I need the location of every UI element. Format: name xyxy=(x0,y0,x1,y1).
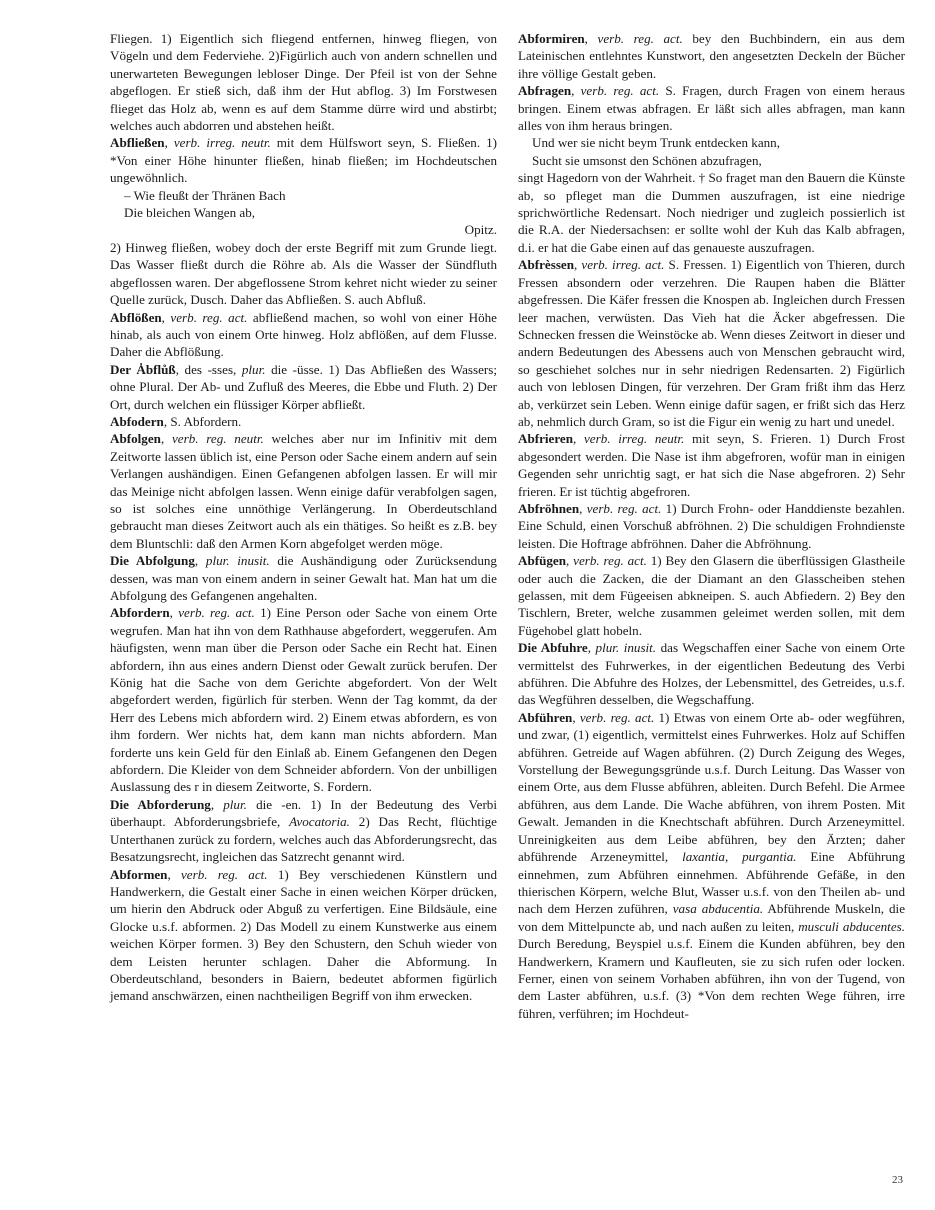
entry-text: das Wegschaffen einer Sache von einem Orte vermittelst des Fuhrwerkes, in der eigentlichen Bedeutung des Verbi abführen. Die Abfuhre des Holzes, der Lebensmittel, des Getreides, u.s.f. das Wegführen desselben, die Wegschaffung. xyxy=(518,640,905,708)
entry-text: abfließend machen, so wohl von einer Höhe hinab, als auch von einem Orte hinweg. Holz abflößen, auf dem Flusse. Daher die Abflößung. xyxy=(110,309,497,360)
entry-text: 1) Bey den Glasern die überflüssigen Glastheile oder auch die Zacken, die der Diamant an den Glasscheiben stehen gelassen, mit dem Fügeeisen abkneipen. S. auch Abfiedern. 2) Bey den Tischlern, Breter, welche zusammen geleimet werden sollen, mit dem Fügehobel glatt hobeln. xyxy=(518,553,906,638)
dictionary-entry: Abformiren, verb. reg. act. bey den Buchbindern, ein aus dem Lateinischen entlehntes Kunstwort, den angesetzten Deckeln der Bücher ihre völlige Gestalt geben. xyxy=(518,31,905,81)
grammar-note: verb. reg. act. xyxy=(579,709,655,725)
dictionary-entry: Abflößen, verb. reg. act. abfließend machen, so wohl von einer Höhe hinab, als auch von einem Orte hinweg. Holz abflößen, auf dem Flusse. Daher die Abflößung. xyxy=(110,309,497,360)
headword: Abführen xyxy=(518,709,573,725)
poem-line: Und wer sie nicht beym Trunk entdecken kann, xyxy=(532,135,781,151)
grammar-note: verb. reg. neutr. xyxy=(171,431,264,447)
grammar-note: plur. xyxy=(223,796,247,812)
poem-line: Sucht sie umsonst den Schönen abzufragen, xyxy=(532,152,762,168)
entry-text: 1) Eine Person oder Sache von einem Orte wegrufen. Man hat ihn von dem Rathhause abgefordert, weggerufen. Am häufigsten, wenn man über die Person oder Sache ein Recht hat. Einen abfordern, ihn aus eines andern Dienst oder Gewalt zurück berufen. Der König hat die Sache von dem Gerichte abgefordert. Von der Welt abgefordert werden, figürlich für sterben. Wenn der Tag kommt, da der Herr des Lebens mich abfordern wird. 2) Einem etwas abfordern, es von ihm fordern. Wer nichts hat, dem kann man nichts abfordern. Man forderte uns kein Geld für den Einlaß ab. Einem Gefangenen den Degen abfordern. Die Kleider von dem Schneider abfordern. Von der unbilligen Auslassung des r in diesem Zeitworte, S. Fordern. xyxy=(110,605,498,795)
dictionary-entry xyxy=(110,413,497,430)
entry-text: S. Fressen. 1) Eigentlich von Thieren, durch Fressen absondern oder verzehren. Die Raupen haben die Blätter abgefressen. Die Käfer fressen die Knospen ab. Ingleichen durch Fressen leer machen, verwüsten. Das Vieh hat die Äcker abgefressen. Die Schnecken fressen die Weinstöcke ab. Wenn dieses Zeitwort in dieser und andern Bedeutungen des Abessens auch von Menschen gebraucht wird, so geschiehet solches nur in sehr niedrigen Redensarten. 2) Figürlich auch von leblosen Dingen, für verzehren. Der Gram frißt ihm das Herz ab, verkürzet sein Leben. Wenn einige dafür sagen, er frißt sich das Herz ab, nehmlich durch Gram, so ist die Figur ein wenig zu hart und unedel. xyxy=(518,257,905,429)
entry-text: Eine Abführung einnehmen, zum Abführen einnehmen. Abführende Gefäße, in den thierischen Körpern, welche Blut, Wasser u.s.f. von den Theilen ab- und nach dem Herzen zuführen, xyxy=(518,849,905,917)
headword: Abflößen xyxy=(110,309,162,325)
headword: Abformiren xyxy=(518,31,585,46)
dictionary-entry: Abfrèssen, verb. irreg. act. S. Fressen. 1) Eigentlich von Thieren, durch Fressen absondern oder verzehren. Die Raupen haben die Blätter abgefressen. Die Käfer fressen die Knospen ab. Ingleichen durch Fressen leer machen, verwüsten. Das Vieh hat die Äcker abgefressen. Die Schnecken fressen die Weinstöcke ab. Wenn dieses Zeitwort in dieser und andern Bedeutungen des Abessens auch von Menschen gebraucht wird, so geschiehet solches nur in sehr niedrigen Redensarten. 2) Figürlich auch von leblosen Dingen, für verzehren. Der Gram frißt ihm das Herz ab, verkürzet sein Leben. Wenn einige dafür sagen, er frißt sich das Herz ab, nehmlich durch Gram, so ist die Figur ein wenig zu hart und unedel. xyxy=(518,257,905,429)
headword: Der Ȧbflůß xyxy=(110,361,176,377)
dictionary-entry: Abfordern, verb. reg. act. 1) Eine Person oder Sache von einem Orte wegrufen. Man hat ihn von dem Rathhause abgefordert, weggerufen. Am häufigsten, wenn man über die Person oder Sache ein Recht hat. Einen abfordern, ihn aus eines andern Dienst oder Gewalt zurück berufen. Der König hat die Sache von dem Gerichte abgefordert. Von der Welt abgefordert werden, figürlich für sterben. Wenn der Tag kommt, da der Herr des Lebens mich abfordern wird. 2) Einem etwas abfordern, es von ihm fordern. Wer nichts hat, dem kann man nichts abfordern. Man forderte uns kein Geld für den Einlaß ab. Einem Gefangenen den Degen abfordern. Die Kleider von dem Schneider abfordern. Von der unbilligen Auslassung des r in diesem Zeitworte, S. Fordern. xyxy=(110,605,498,795)
entry-text: die -en. 1) In der Bedeutung des Verbi überhaupt. Abforderungsbriefe, xyxy=(110,796,497,830)
headword: Abformen xyxy=(110,866,168,882)
dictionary-entry: Abfließen, verb. irreg. neutr. mit dem Hülfswort seyn, S. Fließen. 1) *Von einer Höhe hinunter fließen, hinab fließen; im Hochdeutschen ungewöhnlich. xyxy=(110,135,497,186)
headword: Abfließen xyxy=(110,135,165,151)
grammar-note: plur. inusit. xyxy=(595,640,657,656)
entry-text: Abführende Muskeln, die von dem Mittelpuncte ab, und nach außen zu leiten, xyxy=(518,901,906,934)
headword: Die Abforderung xyxy=(110,796,211,812)
grammar-note: plur. inusit. xyxy=(205,553,270,569)
headword: Abfolgen xyxy=(110,431,161,447)
dictionary-entry xyxy=(110,361,497,413)
grammar-note: verb. reg. act. xyxy=(181,866,268,882)
grammar-note: plur. xyxy=(241,361,266,377)
dictionary-entry: Abfrieren, verb. irreg. neutr. mit seyn, S. Frieren. 1) Durch Frost abgesondert werden. Die Nase ist ihm abgefroren, wofür man in einigen Gegenden sehr unrichtig sagt, er hat sich die Nase abgefroren. 2) Sehr frieren. Er ist tüchtig abgefroren. xyxy=(518,431,906,499)
dictionary-entry: Die Abfolgung, plur. inusit. die Aushändigung oder Zurücksendung dessen, was man von einem andern in seiner Gewalt hat. Man hat um die Abfolgung des Gefangenen angehalten. xyxy=(110,553,497,603)
entry-text: 1) Etwas von einem Orte ab- oder wegführen, und zwar, (1) eigentlich, vermittelst eines Fuhrwerkes. Holz auf Schiffen abführen. Getreide auf Wagen abführen. (2) Durch Zeigung des Weges, Vorstellung der Bewegungsgründe u.s.f. Durch Leitung. Das Wasser von einem Orte, aus dem Flusse abführen, ableiten. Durch Befehl. Die Armee abführen, aus dem Lande. Die Wache abführen, von ihrem Posten. Mit Gewalt. Jemanden in die Knechtschaft abführen. Durch Arzeneymittel. Unreinigkeiten aus dem Leibe abführen, bey den Ärzten; daher abführende Arzeneymittel, xyxy=(518,709,905,865)
grammar-note: verb. reg. act. xyxy=(178,605,255,621)
entry-text: Durch Beredung, Beyspiel u.s.f. Einem die Kunden abführen, bey den Handwerkern, Kramern und Kaufleuten, sie zu sich rufen oder locken. Ferner, einen von seinem Vorhaben abführen, ihn von der Tugend, von dem Laster abführen, u.s.f. (3) *Von dem rechten Wege führen, irre führen, verführen; im Hochdeut- xyxy=(518,936,905,1021)
headword: Abfröhnen xyxy=(518,500,580,516)
dictionary-entry: Abführen, verb. reg. act. 1) Etwas von einem Orte ab- oder wegführen, und zwar, (1) eigentlich, vermittelst eines Fuhrwerkes. Holz auf Schiffen abführen. Getreide auf Wagen abführen. (2) Durch Zeigung des Weges, Vorstellung der Bewegungsgründe u.s.f. Durch Leitung. Das Wasser von einem Orte, aus dem Flusse abführen, ableiten. Durch Befehl. Die Armee abführen, aus dem Lande. Die Wache abführen, von ihrem Posten. Mit Gewalt. Jemanden in die Knechtschaft abführen. Durch Arzeneymittel. Unreinigkeiten aus dem Leibe abführen, bey den Ärzten; daher abführende Arzeneymittel, laxantia, purgantia. Eine Abführung einnehmen, zum Abführen einnehmen. Abführende Gefäße, in den thierischen Körpern, welche Blut, Wasser u.s.f. von den Theilen ab- und nach dem Herzen zuführen, vasa abducentia. Abführende Muskeln, die von dem Mittelpuncte ab, und nach außen zu leiten, musculi abducentes. Durch Beredung, Beyspiel u.s.f. Einem die Kunden abführen, bey den Handwerkern, Kramern und Kaufleuten, sie zu sich rufen oder locken. Ferner, einen von seinem Vorhaben abführen, ihn von der Tugend, von dem Laster abführen, u.s.f. (3) *Von dem rechten Wege führen, irre führen, verführen; im Hochdeut- xyxy=(518,709,906,1021)
entry-text: 1) Bey verschiedenen Künstlern und Handwerkern, die Gestalt einer Sache in einen weichen Körper drücken, um hierin den Abdruck oder Abguß zu verfertigen. Eine Bildsäule, eine Glocke u.s.f. abformen. 2) Das Modell zu einem Kunstwerke aus einem weichen Körper formen. 3) Bey den Schustern, den Schuh wieder von dem Leisten herunter schlagen. Daher die Abformung. In Oberdeutschland, besonders in Baiern, bedeutet abformen figürlich jemand anschwärzen, einen nachtheiligen Begriff von ihm erwecken. xyxy=(110,866,497,1004)
entry-text: mit seyn, S. Frieren. 1) Durch Frost abgesondert werden. Die Nase ist ihm abgefroren, wofür man in einigen Gegenden sehr unrichtig sagt, er hat sich die Nase abgefroren. 2) Sehr frieren. Er ist tüchtig abgefroren. xyxy=(518,431,906,499)
entry-continuation: 2) Hinweg fließen, wobey doch der erste Begriff mit zum Grunde liegt. Das Wasser fließt durch die Röhre ab. Als die Wasser der Sündfluth abgeflossen waren. Der abgeflossene Strom kehret nicht wieder zu seiner Quelle zurück, Dusch. Daher das Abfließen. S. auch Abfluß. xyxy=(110,239,497,308)
dictionary-entry: Abfolgen, verb. reg. neutr. welches aber nur im Infinitiv mit dem Zeitworte lassen üblich ist, eine Person oder Sache einem andern auf sein Verlangen aushändigen. Einen Gefangenen abfolgen lassen. Er will mir das Meinige nicht abfolgen lassen. Wenn einige dafür verabfolgen sagen, so ist solches eine unnöthige Verlängerung. In Oberdeutschland gebraucht man dieses Zeitwort auch als ein thätiges. So heißt es z.B. bey dem Bluntschli: daß den Armen Korn abgefolget werden möge. xyxy=(110,431,498,551)
poem-line: – Wie fleußt der Thränen Bach xyxy=(124,187,286,203)
entry-text: 2) Das Recht, flüchtige Unterthanen zurück zu fordern, welches auch das Abforderungsrecht, das Besatzungsrecht, ingleichen das Satzrecht genannt wird. xyxy=(110,814,497,865)
grammar-note: verb. irreg. act. xyxy=(581,257,665,273)
grammar-note: verb. irreg. neutr. xyxy=(583,431,685,447)
dictionary-entry: Abfügen, verb. reg. act. 1) Bey den Glasern die überflüssigen Glastheile oder auch die Zacken, die der Diamant an den Glasscheiben stehen gelassen, mit dem Fügeeisen abkneipen. S. auch Abfiedern. 2) Bey den Tischlern, Breter, welche zusammen geleimet werden sollen, mit dem Fügehobel glatt hobeln. xyxy=(518,553,906,638)
latin-term: vasa abducentia. xyxy=(672,901,764,917)
grammar-note: verb. irreg. neutr. xyxy=(173,135,271,151)
grammar-note: verb. reg. act. xyxy=(597,31,683,46)
grammar-note: verb. reg. act. xyxy=(586,500,662,516)
headword: Abfügen xyxy=(518,553,567,569)
grammar-note: verb. reg. act. xyxy=(170,309,248,325)
headword: Abfragen xyxy=(518,83,572,99)
entry-text: die Aushändigung oder Zurücksendung dessen, was man von einem andern in seiner Gewalt hat. Man hat um die Abfolgung des Gefangenen angehalten. xyxy=(110,553,497,603)
dictionary-entry xyxy=(110,30,497,134)
headword: Abfodern xyxy=(110,413,164,429)
entry-continuation: singt Hagedorn von der Wahrheit. † So fraget man den Bauern die Künste ab, so pfleget man die Dummen auszufragen, ist eine niedrige sprichwörtliche Redensart. Noch niedriger und zugleich possierlich ist die R.A. der Niedersachsen: er sollte wohl der Kuh das Kalb abfragen, d.i. er hat die Gabe einen auf das genaueste auszufragen. xyxy=(518,170,905,255)
entry-text: , des -sses, xyxy=(175,361,242,377)
dictionary-entry: Die Abforderung, plur. die -en. 1) In der Bedeutung des Verbi überhaupt. Abforderungsbriefe, Avocatoria. 2) Das Recht, flüchtige Unterthanen zurück zu fordern, welches auch das Abforderungsrecht, das Besatzungsrecht, ingleichen das Satzrecht genannt wird. xyxy=(110,796,497,865)
poem-source: Opitz. xyxy=(464,222,497,238)
grammar-note: verb. reg. act. xyxy=(580,83,660,99)
latin-term: musculi abducentes. xyxy=(798,918,905,934)
headword: Die Abfuhre xyxy=(518,640,588,656)
left-column xyxy=(110,30,497,1005)
dictionary-entry: Abformen, verb. reg. act. 1) Bey verschiedenen Künstlern und Handwerkern, die Gestalt einer Sache in einen weichen Körper drücken, um hierin den Abdruck oder Abguß zu verfertigen. Eine Bildsäule, eine Glocke u.s.f. abformen. 2) Das Modell zu einem Kunstwerke aus einem weichen Körper formen. 3) Bey den Schustern, den Schuh wieder von dem Leisten herunter schlagen. Daher die Abformung. In Oberdeutschland, besonders in Baiern, bedeutet abformen figürlich jemand anschwärzen, einen nachtheiligen Begriff von ihm erwecken. xyxy=(110,866,497,1004)
latin-term: laxantia, purgantia. xyxy=(682,849,797,865)
entry-text: mit dem Hülfswort seyn, S. Fließen. 1) *Von einer Höhe hinunter fließen, hinab fließen; im Hochdeutschen ungewöhnlich. xyxy=(110,135,497,186)
dictionary-entry: Abfragen, verb. reg. act. S. Fragen, durch Fragen von einem heraus bringen. Einem etwas abfragen. Er läßt sich alles abfragen, man kann alles von ihm heraus bringen. xyxy=(518,83,905,134)
entry-text: welches aber nur im Infinitiv mit dem Zeitworte lassen üblich ist, eine Person oder Sache einem andern auf sein Verlangen aushändigen. Einen Gefangenen abfolgen lassen. Er will mir das Meinige nicht abfolgen lassen. Wenn einige dafür verabfolgen sagen, so ist solches eine unnöthige Verlängerung. In Oberdeutschland gebraucht man dieses Zeitwort auch als ein thätiges. So heißt es z.B. bey dem Bluntschli: daß den Armen Korn abgefolget werden möge. xyxy=(110,431,498,551)
headword: Die Abfolgung xyxy=(110,553,195,569)
latin-term: Avocatoria. xyxy=(289,814,350,830)
entry-text: S. Fragen, durch Fragen von einem heraus bringen. Einem etwas abfragen. Er läßt sich alles abfragen, man kann alles von ihm heraus bringen. xyxy=(518,83,905,134)
grammar-note: verb. reg. act. xyxy=(573,553,647,569)
entry-text: die -üsse. 1) Das Abfließen des Wassers; ohne Plural. Der Ab- und Zufluß des Meeres, die Ebbe und Fluth. 2) Der Ort, durch welchen ein flüssiger Körper abfließt. xyxy=(110,361,498,412)
entry-text: 1) Durch Frohn- oder Handdienste bezahlen. Eine Schuld, einen Vorschuß abfröhnen. 2) Die schuldigen Frohndienste leisten. Die Hoftrage abfröhnen. Daher die Abfröhnung. xyxy=(518,500,905,551)
entry-text: , S. Abfordern. xyxy=(163,413,242,429)
entry-text: Fliegen. 1) Eigentlich sich fliegend entfernen, hinweg fliegen, von Vögeln und dem Federviehe. 2)Figürlich auch von andern schnellen und unerwarteten Bewegungen lebloser Dinge. Der Pfeil ist von der Sehne abgeflogen. Er stieß sich, daß ihm der Hut abflog. 3) Im Forstwesen flieget das Holz ab, wenn es auf dem Stamme dürre wird und abstirbt; welches auch abdorren und abstehen heißt. xyxy=(110,31,497,134)
dictionary-entry: Die Abfuhre, plur. inusit. das Wegschaffen einer Sache von einem Orte vermittelst des Fuhrwerkes, in der eigentlichen Bedeutung des Verbi abführen. Die Abfuhre des Holzes, der Lebensmittel, des Getreides, u.s.f. das Wegführen desselben, die Wegschaffung. xyxy=(518,640,905,708)
headword: Abfrieren xyxy=(518,431,574,447)
dictionary-entry: Abfröhnen, verb. reg. act. 1) Durch Frohn- oder Handdienste bezahlen. Eine Schuld, einen Vorschuß abfröhnen. 2) Die schuldigen Frohndienste leisten. Die Hoftrage abfröhnen. Daher die Abfröhnung. xyxy=(518,500,905,551)
entry-text: bey den Buchbindern, ein aus dem Lateinischen entlehntes Kunstwort, den angesetzten Deckeln der Bücher ihre völlige Gestalt geben. xyxy=(518,31,905,81)
headword: Abfrèssen xyxy=(518,257,575,273)
page-number: 23 xyxy=(892,1174,903,1186)
right-column xyxy=(518,30,905,1022)
headword: Abfordern xyxy=(110,605,170,621)
poem-line: Die bleichen Wangen ab, xyxy=(124,205,256,221)
